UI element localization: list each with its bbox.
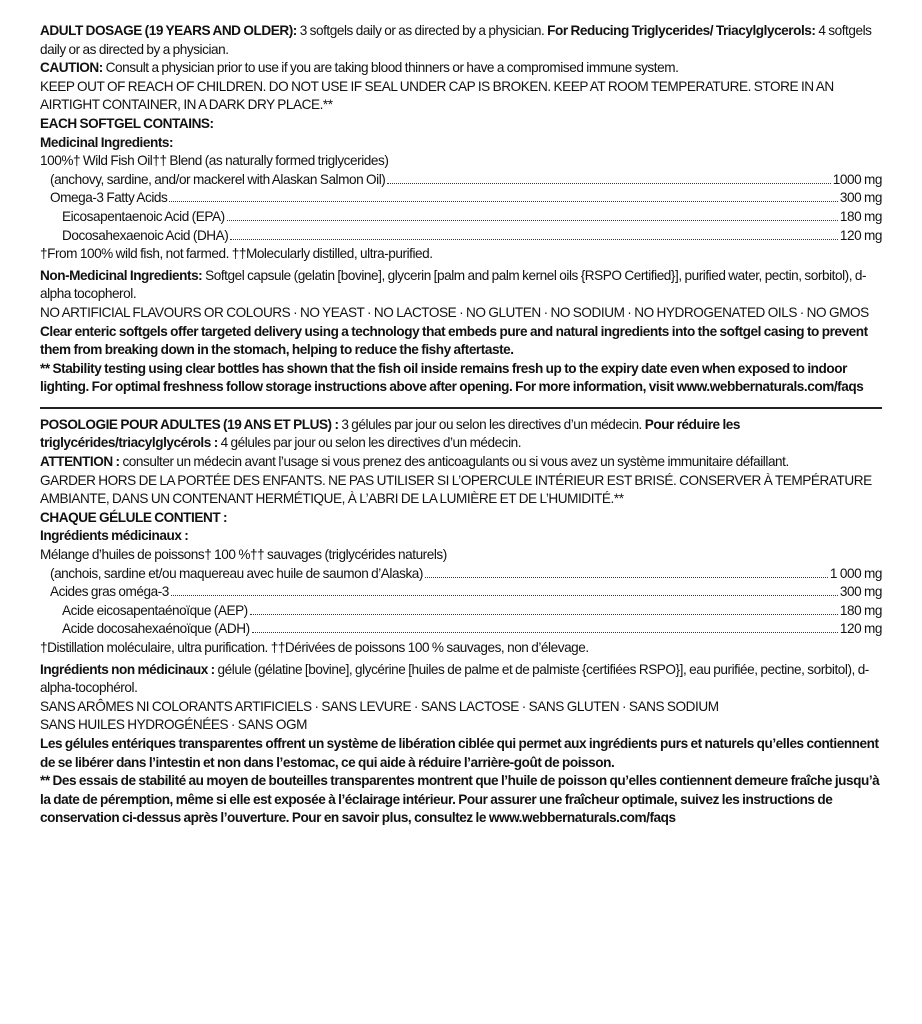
en-ingredient-row: Eicosapentaenoic Acid (EPA) 180 mg: [62, 208, 882, 224]
en-ingredient-row: Docosahexaenoic Acid (DHA) 120 mg: [62, 227, 882, 243]
fr-enteric-note: Les gélules entériques transparentes offrent un système de libération ciblée qui permet aux ingrédients purs et naturels qu’elles contiennent de se libérer dans l’intestin et non dans l’estomac, ce qui aide à réduire l’arrière-goût de poisson.: [40, 735, 879, 770]
en-medicinal-heading: Medicinal Ingredients:: [40, 134, 174, 150]
leader-dots: [387, 182, 830, 184]
en-footnote: †From 100% wild fish, not farmed. ††Molecularly distilled, ultra-purified.: [40, 246, 433, 262]
en-caution: CAUTION: Consult a physician prior to use if you are taking blood thinners or have a compromised immune system.: [40, 60, 679, 76]
fr-blend-line: Mélange d’huiles de poissons† 100 %†† sauvages (triglycérides naturels): [40, 547, 447, 563]
en-non-medicinal: Non-Medicinal Ingredients: Softgel capsule (gelatin [bovine], glycerin [palm and palm kernel oils {RSPO Certified}], purified water, pectin, sorbitol), d-alpha tocopherol.: [40, 267, 867, 302]
fr-ingredient-row: Acide docosahexaénoïque (ADH) 120 mg: [62, 621, 882, 637]
leader-dots: [252, 631, 838, 633]
fr-storage-warning: GARDER HORS DE LA PORTÉE DES ENFANTS. NE PAS UTILISER SI L’OPERCULE INTÉRIEUR EST BRISÉ. CONSERVER À TEMPÉRATURE AMBIANTE, DANS UN CONTENANT HERMÉTIQUE, À L’ABRI DE LA LUMIÈRE ET DE L’HUMIDITÉ.**: [40, 472, 872, 507]
en-contains-heading: EACH SOFTGEL CONTAINS:: [40, 115, 214, 131]
section-divider: [40, 407, 882, 409]
en-ingredient-row: Omega-3 Fatty Acids 300 mg: [50, 190, 882, 206]
leader-dots: [227, 219, 838, 221]
fr-footnote: †Distillation moléculaire, ultra purification. ††Dérivées de poissons 100 % sauvages, non d’élevage.: [40, 640, 589, 655]
en-dosage: ADULT DOSAGE (19 YEARS AND OLDER): 3 softgels daily or as directed by a physician. For Reducing Triglycerides/ Triacylglycerols: 4 softgels daily or as directed by a physician.: [40, 23, 872, 57]
leader-dots: [425, 576, 828, 578]
leader-dots: [171, 594, 838, 596]
en-blend-line: 100%† Wild Fish Oil†† Blend (as naturally formed triglycerides): [40, 153, 389, 169]
fr-dosage: POSOLOGIE POUR ADULTES (19 ANS ET PLUS) : 3 gélules par jour ou selon les directives d’un médecin. Pour réduire les triglycérides/triacylglycérols : 4 gélules par jour ou selon les directives d’un médecin.: [40, 416, 741, 451]
leader-dots: [250, 613, 838, 615]
en-storage-warning: KEEP OUT OF REACH OF CHILDREN. DO NOT USE IF SEAL UNDER CAP IS BROKEN. KEEP AT ROOM TEMPERATURE. STORE IN AN AIRTIGHT CONTAINER, IN A DARK DRY PLACE.**: [40, 78, 834, 113]
fr-ingredient-row: (anchois, sardine et/ou maquereau avec huile de saumon d’Alaska) 1 000 mg: [50, 565, 882, 581]
french-section: [40, 416, 882, 828]
en-free-from: NO ARTIFICIAL FLAVOURS OR COLOURS · NO YEAST · NO LACTOSE · NO GLUTEN · NO SODIUM · NO HYDROGENATED OILS · NO GMOS: [40, 304, 869, 320]
fr-contains-heading: CHAQUE GÉLULE CONTIENT :: [40, 509, 228, 525]
fr-free-from-2: SANS HUILES HYDROGÉNÉES · SANS OGM: [40, 717, 307, 733]
leader-dots: [169, 200, 837, 202]
leader-dots: [230, 238, 837, 240]
fr-free-from-1: SANS ARÔMES NI COLORANTS ARTIFICIELS · SANS LEVURE · SANS LACTOSE · SANS GLUTEN · SANS SODIUM: [40, 698, 719, 714]
fr-stability-note: ** Des essais de stabilité au moyen de bouteilles transparentes montrent que l’huile de poisson qu’elles contiennent demeure fraîche jusqu’à la date de péremption, même si elle est exposée à l’éclairage intérieur. Pour assurer une fraîcheur optimale, suivez les instructions de conservation ci-dessus après l’ouverture. Pour en savoir plus, consultez le www.webbernaturals.com/faqs: [40, 773, 880, 826]
english-section: [40, 22, 882, 397]
fr-medicinal-heading: Ingrédients médicinaux :: [40, 528, 189, 544]
fr-caution: ATTENTION : consulter un médecin avant l’usage si vous prenez des anticoagulants ou si vous avez un système immunitaire défaillant.: [40, 454, 789, 470]
en-enteric-note: Clear enteric softgels offer targeted delivery using a technology that embeds pure and natural ingredients into the softgel casing to prevent them from breaking down in the stomach, helping to reduce the fishy aftertaste.: [40, 323, 868, 358]
fr-ingredient-row: Acide eicosapentaénoïque (AEP) 180 mg: [62, 602, 882, 618]
en-ingredient-row: (anchovy, sardine, and/or mackerel with Alaskan Salmon Oil) 1000 mg: [50, 171, 882, 187]
fr-non-medicinal: Ingrédients non médicinaux : gélule (gélatine [bovine], glycérine [huiles de palme et de palmiste {certifiées RSPO}], eau purifiée, pectine, sorbitol), d-alpha-tocophérol.: [40, 661, 869, 696]
fr-ingredient-row: Acides gras oméga-3 300 mg: [50, 584, 882, 600]
en-stability-note: ** Stability testing using clear bottles has shown that the fish oil inside remains fresh up to the expiry date even when exposed to indoor lighting. For optimal freshness follow storage instructions above after opening. For more information, visit www.webbernaturals.com/faqs: [40, 360, 864, 395]
